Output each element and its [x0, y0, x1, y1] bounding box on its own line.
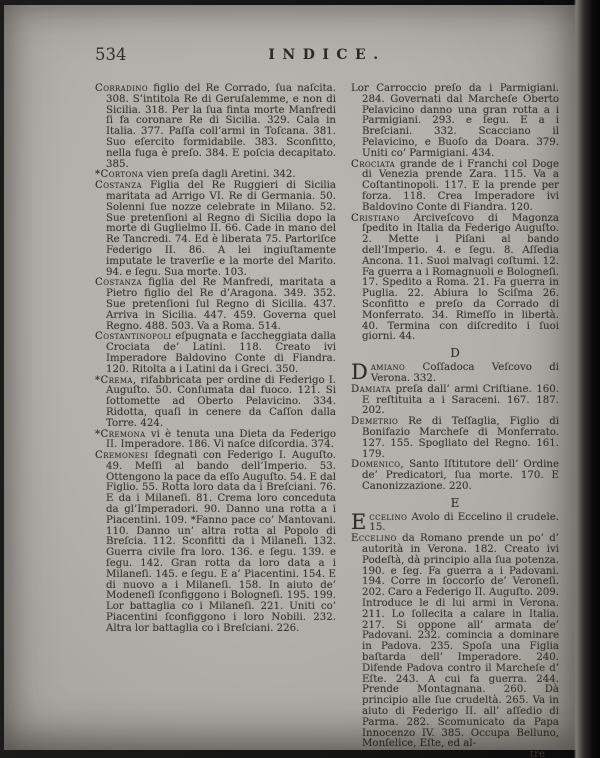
entry-headword: amiano: [370, 362, 406, 374]
entry-headword: Demetrio: [351, 416, 399, 428]
entry-headword: Damiata: [351, 383, 391, 395]
index-entry: Cremonesi ſdegnati con Federigo I. Auguſto. 49. Meſſi al bando dell’Imperio. 53. Ottengono la pace da eſſo Auguſto. 54. E dal Figlio. 55. Rotta loro data da i Breſciani. 76. E da i Milaneſi. 81. Crema loro conceduta da gl’Imperadori. 90. Danno una rotta a i Piacentini. 109. *Fanno pace co’ Mantovani. 110. Danno un’ altra rotta al Popolo di Breſcia. 112. Sconfitti da i Milaneſi. 132. Guerra civile fra loro. 136. e ſegu. 139. e ſegu. 142. Gran rotta da loro data a i Milaneſi. 145. e ſegu. E a’ Piacentini. 154. E di nuovo a i Milaneſi. 158. In aiuto de’ Modeneſi ſconfiggono i Bologneſi. 195. 199. Lor battaglia co i Milaneſi. 221. Uniti co’ Piacentini ſconfiggono i loro Nobili. 232. Altra lor battaglia co i Breſciani. 226.: [95, 450, 336, 634]
index-entry: Eccelino da Romano prende un po’ d’ autorità in Verona. 182. Creato ivi Podeſtà, dà principio alla ſua potenza. 190. e ſeg. Fa guerra a i Padovani. 194. Corre in ſoccorſo de’ Veroneſi. 202. Caro a Federigo II. Auguſto. 209. Introduce le di lui armi in Verona. 211. Lo ſollecita a calare in Italia. 217. Si oppone all’ armata de’ Padovani. 232. comincia a dominare in Padova. 235. Spoſa una Figlia baſtarda dell’ Imperadore. 240. Difende Padova contro il Marcheſe d’ Eſte. 243. A cui fa guerra. 244. Prende Montagnana. 260. Dà principio alle ſue crudeltà. 265. Va in aiuto di Federigo II. all’ aſſedio di Parma. 282. Scomunicato da Papa Innocenzo IV. 385. Occupa Belluno, Monſelice, Eſte, ed al-: [351, 533, 559, 750]
entry-headword: Costantinopoli: [95, 331, 172, 343]
index-entry: Cristiano Arciveſcovo di Magonza ſpedito in Italia da Federigo Auguſto. 2. Mette i Piſani al bando dell’Imperio. 4. e ſegu. 8. Aſſedia Ancona. 11. Suoi malvagi coſtumi. 12. Fa guerra a i Romagnuoli e Bologneſi. 17. Spedito a Roma. 21. Fa guerra in Puglia. 22. Abiura lo Sciſma 26. Sconfitto e preſo da Corrado di Monferrato. 34. Rimeſſo in libertà. 40. Termina con diſcredito i ſuoi giorni. 44.: [351, 212, 559, 343]
page-header: [95, 45, 559, 67]
index-entry: Eccelino Avolo di Eccelino il crudele. 15.: [351, 509, 559, 534]
index-entry: Damiata preſa dall’ armi Criſtiane. 160. E reſtituita a i Saraceni. 167. 187. 202.: [351, 383, 560, 417]
index-entry: Costanza Figlia del Re Ruggieri di Sicilia maritata ad Arrigo VI. Re di Germania. 50. Solenni ſue nozze celebrate in Milano. 52. Sue pretenſioni al Regno di Sicilia dopo la morte di Guglielmo II. 66. Cade in mano del Re Tancredi. 74. Ed è liberata 75. Partoriſce Federigo II. 86. A lei ingiuſtamente imputate le traverſie e la morte del Marito. 94. e ſegu. Sua morte. 103.: [95, 180, 336, 278]
entry-headword: Corradino: [95, 83, 148, 94]
index-entry: Lor Carroccio preſo da i Parmigiani. 284. Governati dal Marcheſe Oberto Pelavicino danno una gran rotta a i Parmigiani. 293. e ſegu. E a i Breſciani. 332. Scacciano il Pelavicino, e Buoſo da Doara. 379. Uniti co’ Parmigiani. 434.: [351, 83, 559, 159]
entry-headword: *Cortona: [95, 169, 144, 181]
drop-cap-letter: E: [351, 509, 367, 534]
entry-headword: Costanza: [95, 180, 142, 192]
index-entry: Costantinopoli eſpugnata e ſaccheggiata dalla Crociata de’ Latini. 118. Creato ivi Imperadore Baldovino Conte di Fiandra. 120. Ritolta a i Latini da i Greci. 350.: [95, 331, 336, 375]
book-page: [4, 5, 578, 758]
page-title: INDICE.: [268, 47, 386, 63]
entry-headword: Crociata: [351, 158, 396, 170]
index-entry: Damiano Coſſadoca Veſcovo di Verona. 332.: [351, 360, 559, 385]
index-entry: *Cortona vien preſa dagli Aretini. 342.: [95, 169, 296, 181]
index-entry: *Crema, rifabbricata per ordine di Federigo I. Auguſto. 50. Conſumata dal fuoco. 121. Si ſottomette ad Oberto Pelavicino. 334. Ridotta, quaſi in cenere da Caſſon dalla Torre. 424.: [95, 374, 336, 429]
index-entry: Demetrio Re di Teſſaglia, Figlio di Bonifazio Marcheſe di Monferrato. 127. 155. Spogliato del Regno. 161. 179.: [351, 416, 559, 460]
entry-headword: Eccelino: [351, 533, 397, 545]
section-letter: E: [450, 495, 460, 510]
catchword: tre: [530, 749, 545, 758]
right-column: [351, 84, 559, 758]
entry-headword: ccelino: [369, 511, 408, 523]
index-entry: *Cremona vi è tenuta una Dieta da Federigo II. Imperadore. 186. Vi naſce diſcordia. 374.: [95, 428, 336, 451]
left-column: [95, 84, 336, 635]
entry-headword: *Crema,: [95, 374, 137, 386]
index-entry: Crociata grande de i Franchi col Doge di Venezia prende Zara. 115. Va a Coſtantinopoli. 117. E la prende per forza. 118. Crea Imperadore ivi Baldovino Conte di Fiandra. 120.: [351, 158, 559, 213]
entry-headword: Cremonesi: [95, 450, 149, 462]
section-letter: D: [450, 346, 460, 361]
index-entry: Domenico, Santo Iſtitutore dell’ Ordine de’ Predicatori, ſua morte. 170. E Canonizzazione. 220.: [351, 459, 559, 492]
entry-headword: Cristiano: [351, 212, 400, 224]
page-number: 534: [95, 45, 127, 64]
index-entry: Costanza figlia del Re Manfredi, maritata a Pietro figlio del Re d’Aragona. 349. 352. Sue pretenſioni ſul Regno di Sicilia. 437. Arriva in Sicilia. 447. 459. Governa quel Regno. 488. 503. Va a Roma. 514.: [95, 277, 336, 332]
drop-cap-letter: D: [351, 360, 368, 385]
index-entry: Corradino figlio del Re Corrado, ſua naſcita. 308. S’intitola Re di Geruſalemme, e non di Sicilia. 318. Per la ſua finta morte Manfredi ſi fa coronare Re di Sicilia. 329. Cala in Italia. 377. Paſſa coll’armi in Toſcana. 381. Suo eſercito formidabile. 383. Sconfitto, nella fuga è preſo. 384. E poſcia decapitato. 385.: [95, 83, 336, 170]
entry-headword: Domenico,: [351, 459, 405, 471]
entry-headword: *Cremona: [95, 428, 146, 440]
entry-headword: Costanza: [95, 277, 142, 289]
